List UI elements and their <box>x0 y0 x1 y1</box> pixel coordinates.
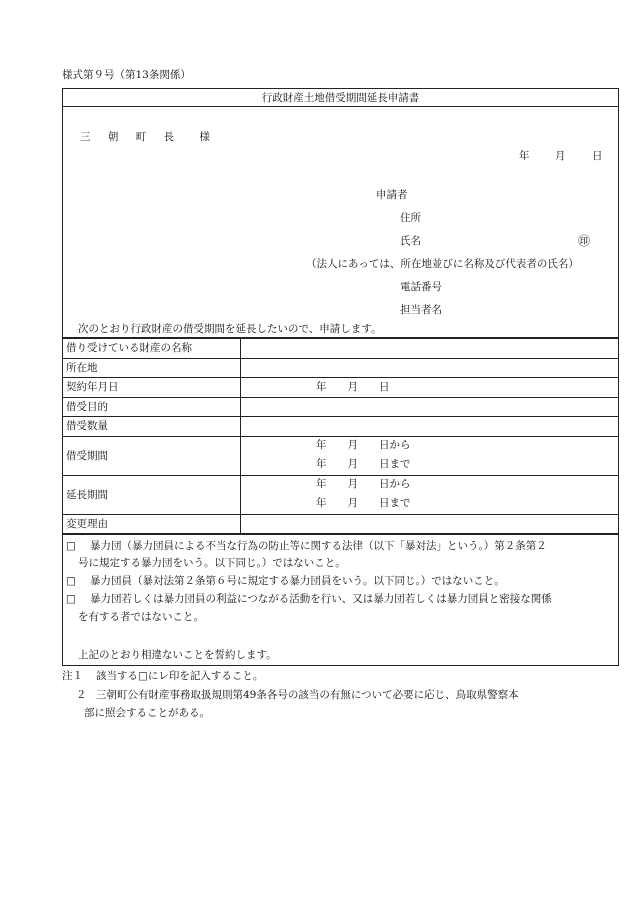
declaration-checkbox-2[interactable]: □ <box>66 575 76 587</box>
note-2-text: 三朝町公有財産事務取扱規則第49条各号の該当の有無について必要に応じ、鳥取県警察本 <box>96 689 519 701</box>
address-label: 住所 <box>400 212 421 224</box>
row-label-change-reason: 変更理由 <box>66 518 108 530</box>
declaration-checkbox-1[interactable]: □ <box>66 540 76 552</box>
addressee-char-3: 町 <box>135 131 147 143</box>
form-header-frame <box>62 88 619 338</box>
row-divider <box>62 397 619 398</box>
declaration-3-line-2: を有する者ではないこと。 <box>78 611 204 623</box>
note-1-number: 注１ <box>62 670 83 682</box>
declaration-1-line-1: 暴力団（暴力団員による不当な行為の防止等に関する法律（以下「暴対法」という。）第２条第２ <box>90 540 547 552</box>
extension-period-to: 年 月 日まで <box>316 497 411 509</box>
addressee <box>80 130 224 144</box>
date-day: 日 <box>592 150 603 162</box>
addressee-char-1: 三 <box>80 131 91 143</box>
row-label-property-name: 借り受けている財産の名称 <box>66 342 192 354</box>
addressee-char-4: 長 <box>163 131 175 143</box>
title-divider <box>62 106 619 107</box>
row-divider <box>62 475 619 476</box>
contract-date-value: 年 月 日 <box>316 381 390 393</box>
phone-label: 電話番号 <box>400 281 442 293</box>
lease-period-to: 年 月 日まで <box>316 458 411 470</box>
row-divider <box>62 358 619 359</box>
addressee-char-2: 朝 <box>107 131 119 143</box>
declaration-1-line-2: 号に規定する暴力団をいう。以下同じ。）ではないこと。 <box>78 557 346 569</box>
note-2-text-continued: 部に照会することがある。 <box>84 707 210 719</box>
note-2-number: ２ <box>76 689 87 701</box>
row-divider <box>62 436 619 437</box>
seal-mark: ㊞ <box>578 234 591 248</box>
row-divider <box>62 377 619 378</box>
extension-period-from: 年 月 日から <box>316 478 411 490</box>
addressee-char-5: 様 <box>199 131 210 143</box>
lease-period-from: 年 月 日から <box>316 439 411 451</box>
declaration-3-line-1: 暴力団若しくは暴力団員の利益につながる活動を行い、又は暴力団若しくは暴力団員と密接な関係 <box>90 593 552 605</box>
name-label: 氏名 <box>400 235 421 247</box>
pledge-statement: 上記のとおり相違ないことを誓約します。 <box>78 649 277 661</box>
row-label-contract-date: 契約年月日 <box>66 381 119 393</box>
declaration-checkbox-3[interactable]: □ <box>66 593 76 605</box>
contact-label: 担当者名 <box>400 304 442 316</box>
date-month: 月 <box>555 150 566 162</box>
row-label-quantity: 借受数量 <box>66 420 108 432</box>
row-divider <box>62 416 619 417</box>
applicant-label: 申請者 <box>376 189 408 201</box>
row-divider <box>62 514 619 515</box>
request-statement: 次のとおり行政財産の借受期間を延長したいので、申請します。 <box>78 323 382 335</box>
form-title: 行政財産土地借受期間延長申請書 <box>261 92 420 104</box>
declaration-2-line-1: 暴力団員（暴対法第２条第６号に規定する暴力団員をいう。以下同じ。）ではないこと。 <box>90 575 505 587</box>
row-label-extension-period: 延長期間 <box>66 489 108 501</box>
row-label-lease-period: 借受期間 <box>66 450 108 462</box>
row-label-location: 所在地 <box>66 362 98 374</box>
note-1-text: 該当する□にレ印を記入すること。 <box>96 670 264 682</box>
form-number: 様式第９号（第13条関係） <box>62 69 191 81</box>
corporate-note: （法人にあっては、所在地並びに名称及び代表者の氏名） <box>306 258 579 270</box>
row-label-purpose: 借受目的 <box>66 401 108 413</box>
date-year: 年 <box>519 150 530 162</box>
